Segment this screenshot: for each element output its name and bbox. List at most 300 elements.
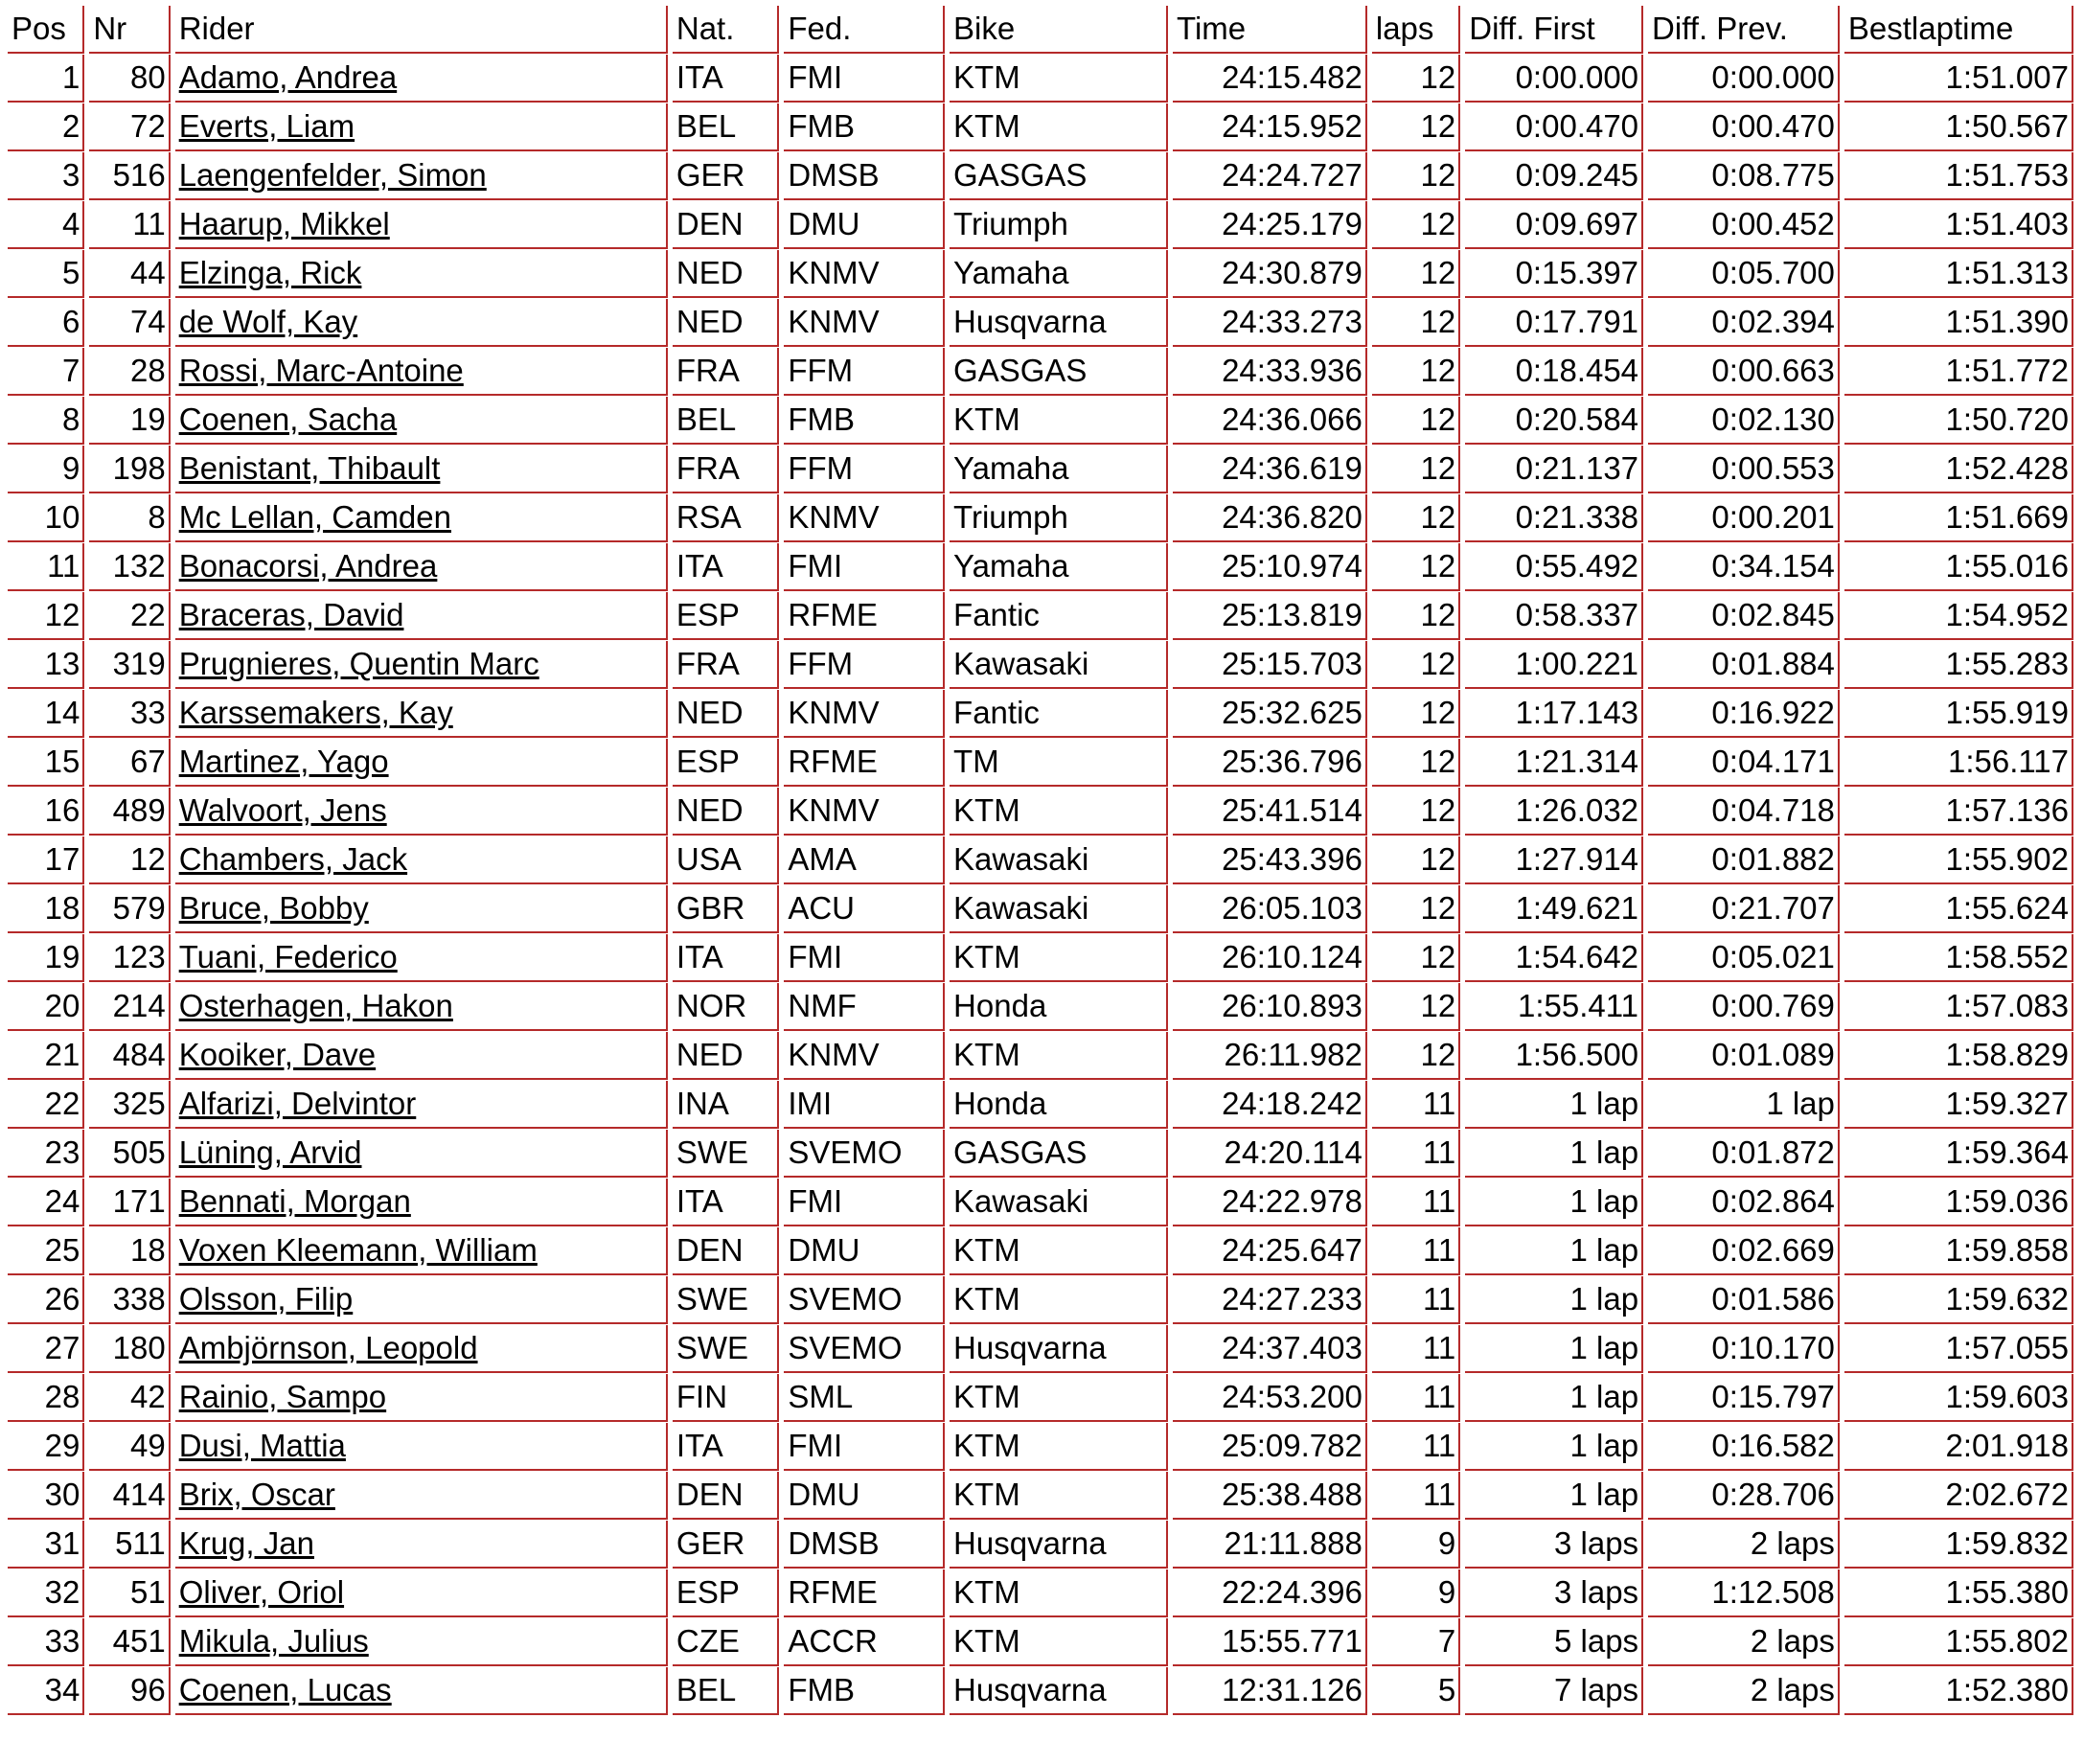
table-row [8, 1081, 2073, 1129]
time-cell: 15:55.771 [1173, 1618, 1367, 1666]
bike-cell: Honda [950, 983, 1168, 1031]
bike-cell: Husqvarna [950, 1521, 1168, 1569]
diff-prev-cell: 0:05.700 [1648, 250, 1840, 298]
bestlaptime-cell: 1:58.552 [1844, 934, 2073, 982]
laps-cell: 5 [1372, 1667, 1460, 1715]
diff-prev-cell: 0:15.797 [1648, 1374, 1840, 1422]
laps-cell: 12 [1372, 1032, 1460, 1080]
pos-cell: 29 [8, 1423, 84, 1471]
pos-cell: 7 [8, 348, 84, 396]
diff-prev-cell: 0:00.000 [1648, 55, 1840, 103]
rider-cell [175, 1179, 668, 1226]
laps-cell: 11 [1372, 1472, 1460, 1520]
nr-cell: 198 [89, 446, 170, 493]
rider-cell [175, 55, 668, 103]
laps-cell: 12 [1372, 299, 1460, 347]
diff-prev-cell: 0:34.154 [1648, 543, 1840, 591]
fed-cell: RFME [784, 739, 945, 787]
diff-prev-cell: 0:00.452 [1648, 201, 1840, 249]
diff-first-cell: 0:18.454 [1465, 348, 1643, 396]
bestlaptime-cell: 1:50.720 [1844, 397, 2073, 445]
fed-cell: DMSB [784, 152, 945, 200]
nat-cell: DEN [673, 201, 779, 249]
diff-first-cell: 7 laps [1465, 1667, 1643, 1715]
time-cell: 24:27.233 [1173, 1276, 1367, 1324]
table-row [8, 641, 2073, 689]
time-cell: 24:15.482 [1173, 55, 1367, 103]
laps-cell: 11 [1372, 1423, 1460, 1471]
pos-cell: 4 [8, 201, 84, 249]
bike-cell: GASGAS [950, 152, 1168, 200]
laps-cell: 12 [1372, 103, 1460, 151]
nr-cell: 8 [89, 494, 170, 542]
nat-cell: FIN [673, 1374, 779, 1422]
fed-cell: FFM [784, 446, 945, 493]
nr-cell: 33 [89, 690, 170, 738]
diff-prev-cell: 0:21.707 [1648, 885, 1840, 933]
pos-cell: 30 [8, 1472, 84, 1520]
bestlaptime-cell: 2:01.918 [1844, 1423, 2073, 1471]
diff-first-cell: 0:17.791 [1465, 299, 1643, 347]
nr-cell: 414 [89, 1472, 170, 1520]
nat-cell: GER [673, 1521, 779, 1569]
pos-cell: 16 [8, 788, 84, 836]
rider-link[interactable]: Osterhagen, Hakon [178, 988, 453, 1023]
rider-cell [175, 299, 668, 347]
bestlaptime-cell: 2:02.672 [1844, 1472, 2073, 1520]
table-row [8, 1472, 2073, 1520]
nr-cell: 44 [89, 250, 170, 298]
table-row [8, 103, 2073, 151]
pos-cell: 33 [8, 1618, 84, 1666]
time-cell: 26:05.103 [1173, 885, 1367, 933]
fed-cell: FMB [784, 397, 945, 445]
header-nat: Nat. [673, 6, 779, 54]
bike-cell: Triumph [950, 201, 1168, 249]
nat-cell: CZE [673, 1618, 779, 1666]
rider-link[interactable]: Rossi, Marc-Antoine [178, 353, 464, 388]
rider-link[interactable]: Ambjörnson, Leopold [178, 1330, 478, 1365]
bike-cell: KTM [950, 788, 1168, 836]
pos-cell: 14 [8, 690, 84, 738]
diff-prev-cell: 0:10.170 [1648, 1325, 1840, 1373]
nat-cell: ESP [673, 592, 779, 640]
rider-cell [175, 103, 668, 151]
rider-link[interactable]: Haarup, Mikkel [178, 206, 390, 241]
bike-cell: KTM [950, 1227, 1168, 1275]
rider-link[interactable]: Coenen, Lucas [178, 1672, 392, 1707]
bestlaptime-cell: 1:51.313 [1844, 250, 2073, 298]
time-cell: 26:10.124 [1173, 934, 1367, 982]
bike-cell: KTM [950, 1374, 1168, 1422]
rider-link[interactable]: Oliver, Oriol [178, 1574, 345, 1610]
diff-prev-cell: 2 laps [1648, 1618, 1840, 1666]
rider-link[interactable]: Elzinga, Rick [178, 255, 362, 290]
rider-link[interactable]: Mikula, Julius [178, 1623, 369, 1659]
table-row [8, 1130, 2073, 1178]
rider-cell [175, 1081, 668, 1129]
laps-cell: 11 [1372, 1325, 1460, 1373]
time-cell: 24:30.879 [1173, 250, 1367, 298]
diff-prev-cell: 0:05.021 [1648, 934, 1840, 982]
laps-cell: 12 [1372, 152, 1460, 200]
fed-cell: DMU [784, 1472, 945, 1520]
diff-first-cell: 1:00.221 [1465, 641, 1643, 689]
table-row [8, 592, 2073, 640]
rider-link[interactable]: Lüning, Arvid [178, 1134, 362, 1170]
rider-cell [175, 1667, 668, 1715]
rider-link[interactable]: Brix, Oscar [178, 1477, 335, 1512]
nat-cell: ITA [673, 1423, 779, 1471]
time-cell: 24:24.727 [1173, 152, 1367, 200]
rider-cell [175, 152, 668, 200]
nat-cell: GER [673, 152, 779, 200]
laps-cell: 12 [1372, 788, 1460, 836]
nat-cell: GBR [673, 885, 779, 933]
rider-cell [175, 739, 668, 787]
bestlaptime-cell: 1:59.327 [1844, 1081, 2073, 1129]
diff-prev-cell: 0:02.864 [1648, 1179, 1840, 1226]
pos-cell: 17 [8, 836, 84, 884]
rider-cell [175, 494, 668, 542]
pos-cell: 32 [8, 1569, 84, 1617]
fed-cell: FMI [784, 543, 945, 591]
diff-first-cell: 0:20.584 [1465, 397, 1643, 445]
diff-first-cell: 1 lap [1465, 1227, 1643, 1275]
rider-link[interactable]: Walvoort, Jens [178, 792, 387, 828]
laps-cell: 11 [1372, 1130, 1460, 1178]
header-laps: laps [1372, 6, 1460, 54]
laps-cell: 12 [1372, 494, 1460, 542]
time-cell: 25:13.819 [1173, 592, 1367, 640]
nr-cell: 11 [89, 201, 170, 249]
diff-prev-cell: 0:02.394 [1648, 299, 1840, 347]
rider-link[interactable]: Coenen, Sacha [178, 401, 398, 437]
bestlaptime-cell: 1:57.136 [1844, 788, 2073, 836]
fed-cell: ACCR [784, 1618, 945, 1666]
bestlaptime-cell: 1:51.753 [1844, 152, 2073, 200]
rider-link[interactable]: Adamo, Andrea [178, 59, 398, 95]
fed-cell: FMI [784, 55, 945, 103]
diff-prev-cell: 0:01.882 [1648, 836, 1840, 884]
bike-cell: Yamaha [950, 543, 1168, 591]
time-cell: 25:15.703 [1173, 641, 1367, 689]
nat-cell: BEL [673, 397, 779, 445]
bestlaptime-cell: 1:59.832 [1844, 1521, 2073, 1569]
rider-link[interactable]: Martinez, Yago [178, 744, 389, 779]
time-cell: 25:10.974 [1173, 543, 1367, 591]
nat-cell: FRA [673, 641, 779, 689]
rider-link[interactable]: Bruce, Bobby [178, 890, 369, 926]
diff-first-cell: 5 laps [1465, 1618, 1643, 1666]
nat-cell: NED [673, 690, 779, 738]
time-cell: 22:24.396 [1173, 1569, 1367, 1617]
rider-cell [175, 1472, 668, 1520]
nat-cell: DEN [673, 1227, 779, 1275]
header-diff-first: Diff. First [1465, 6, 1643, 54]
diff-prev-cell: 0:04.171 [1648, 739, 1840, 787]
time-cell: 25:38.488 [1173, 1472, 1367, 1520]
time-cell: 24:36.820 [1173, 494, 1367, 542]
diff-first-cell: 1:27.914 [1465, 836, 1643, 884]
fed-cell: FMI [784, 1423, 945, 1471]
bestlaptime-cell: 1:59.036 [1844, 1179, 2073, 1226]
rider-link[interactable]: Karssemakers, Kay [178, 695, 453, 730]
table-row [8, 1032, 2073, 1080]
pos-cell: 8 [8, 397, 84, 445]
bestlaptime-cell: 1:51.007 [1844, 55, 2073, 103]
pos-cell: 10 [8, 494, 84, 542]
bike-cell: Kawasaki [950, 1179, 1168, 1226]
header-row [8, 6, 2073, 54]
nat-cell: ESP [673, 1569, 779, 1617]
time-cell: 24:15.952 [1173, 103, 1367, 151]
nat-cell: BEL [673, 1667, 779, 1715]
bike-cell: GASGAS [950, 1130, 1168, 1178]
bestlaptime-cell: 1:56.117 [1844, 739, 2073, 787]
rider-cell [175, 1276, 668, 1324]
fed-cell: FMB [784, 103, 945, 151]
diff-first-cell: 3 laps [1465, 1521, 1643, 1569]
time-cell: 25:36.796 [1173, 739, 1367, 787]
diff-prev-cell: 0:08.775 [1648, 152, 1840, 200]
bike-cell: Honda [950, 1081, 1168, 1129]
bestlaptime-cell: 1:55.380 [1844, 1569, 2073, 1617]
bike-cell: Kawasaki [950, 836, 1168, 884]
rider-cell [175, 1032, 668, 1080]
bestlaptime-cell: 1:52.428 [1844, 446, 2073, 493]
nr-cell: 505 [89, 1130, 170, 1178]
pos-cell: 2 [8, 103, 84, 151]
table-row [8, 1276, 2073, 1324]
laps-cell: 12 [1372, 885, 1460, 933]
diff-first-cell: 0:58.337 [1465, 592, 1643, 640]
bike-cell: Kawasaki [950, 641, 1168, 689]
nr-cell: 325 [89, 1081, 170, 1129]
bestlaptime-cell: 1:57.055 [1844, 1325, 2073, 1373]
rider-link[interactable]: Rainio, Sampo [178, 1379, 387, 1414]
table-row [8, 1667, 2073, 1715]
nat-cell: USA [673, 836, 779, 884]
pos-cell: 1 [8, 55, 84, 103]
nr-cell: 18 [89, 1227, 170, 1275]
diff-first-cell: 1:49.621 [1465, 885, 1643, 933]
laps-cell: 12 [1372, 348, 1460, 396]
rider-link[interactable]: Bennati, Morgan [178, 1183, 411, 1219]
nr-cell: 489 [89, 788, 170, 836]
nr-cell: 579 [89, 885, 170, 933]
diff-first-cell: 1:55.411 [1465, 983, 1643, 1031]
fed-cell: ACU [784, 885, 945, 933]
rider-cell [175, 201, 668, 249]
table-row [8, 690, 2073, 738]
rider-link[interactable]: Kooiker, Dave [178, 1037, 377, 1072]
time-cell: 24:33.936 [1173, 348, 1367, 396]
table-row [8, 1227, 2073, 1275]
nr-cell: 516 [89, 152, 170, 200]
fed-cell: FFM [784, 348, 945, 396]
pos-cell: 25 [8, 1227, 84, 1275]
rider-link[interactable]: Tuani, Federico [178, 939, 398, 974]
rider-cell [175, 934, 668, 982]
pos-cell: 12 [8, 592, 84, 640]
rider-cell [175, 885, 668, 933]
nr-cell: 180 [89, 1325, 170, 1373]
bestlaptime-cell: 1:55.016 [1844, 543, 2073, 591]
laps-cell: 12 [1372, 397, 1460, 445]
rider-link[interactable]: Prugnieres, Quentin Marc [178, 646, 539, 681]
rider-link[interactable]: Alfarizi, Delvintor [178, 1086, 417, 1121]
diff-prev-cell: 0:16.582 [1648, 1423, 1840, 1471]
rider-link[interactable]: Everts, Liam [178, 108, 355, 144]
laps-cell: 12 [1372, 55, 1460, 103]
bestlaptime-cell: 1:51.772 [1844, 348, 2073, 396]
fed-cell: KNMV [784, 788, 945, 836]
time-cell: 24:20.114 [1173, 1130, 1367, 1178]
laps-cell: 12 [1372, 739, 1460, 787]
bike-cell: KTM [950, 103, 1168, 151]
diff-prev-cell: 0:16.922 [1648, 690, 1840, 738]
rider-link[interactable]: Chambers, Jack [178, 841, 408, 877]
diff-prev-cell: 0:28.706 [1648, 1472, 1840, 1520]
diff-first-cell: 0:55.492 [1465, 543, 1643, 591]
time-cell: 25:09.782 [1173, 1423, 1367, 1471]
fed-cell: FFM [784, 641, 945, 689]
diff-first-cell: 0:15.397 [1465, 250, 1643, 298]
table-row [8, 1374, 2073, 1422]
nat-cell: BEL [673, 103, 779, 151]
fed-cell: DMSB [784, 1521, 945, 1569]
nat-cell: NOR [673, 983, 779, 1031]
table-row [8, 1325, 2073, 1373]
pos-cell: 26 [8, 1276, 84, 1324]
bike-cell: Yamaha [950, 446, 1168, 493]
time-cell: 24:25.179 [1173, 201, 1367, 249]
rider-cell [175, 1227, 668, 1275]
time-cell: 24:33.273 [1173, 299, 1367, 347]
laps-cell: 12 [1372, 983, 1460, 1031]
rider-link[interactable]: de Wolf, Kay [178, 304, 358, 339]
bestlaptime-cell: 1:55.624 [1844, 885, 2073, 933]
pos-cell: 22 [8, 1081, 84, 1129]
fed-cell: FMB [784, 1667, 945, 1715]
bestlaptime-cell: 1:59.858 [1844, 1227, 2073, 1275]
nr-cell: 28 [89, 348, 170, 396]
rider-link[interactable]: Voxen Kleemann, William [178, 1232, 538, 1268]
bike-cell: KTM [950, 1423, 1168, 1471]
header-bike: Bike [950, 6, 1168, 54]
diff-first-cell: 0:00.000 [1465, 55, 1643, 103]
header-rider: Rider [175, 6, 668, 54]
fed-cell: SVEMO [784, 1130, 945, 1178]
diff-prev-cell: 0:01.872 [1648, 1130, 1840, 1178]
fed-cell: KNMV [784, 299, 945, 347]
laps-cell: 12 [1372, 543, 1460, 591]
nr-cell: 72 [89, 103, 170, 151]
nat-cell: NED [673, 788, 779, 836]
bike-cell: TM [950, 739, 1168, 787]
rider-link[interactable]: Mc Lellan, Camden [178, 499, 451, 535]
laps-cell: 9 [1372, 1569, 1460, 1617]
bestlaptime-cell: 1:59.364 [1844, 1130, 2073, 1178]
nr-cell: 123 [89, 934, 170, 982]
table-row [8, 836, 2073, 884]
table-row [8, 299, 2073, 347]
nat-cell: SWE [673, 1276, 779, 1324]
diff-first-cell: 1:21.314 [1465, 739, 1643, 787]
diff-prev-cell: 0:00.553 [1648, 446, 1840, 493]
laps-cell: 11 [1372, 1227, 1460, 1275]
fed-cell: NMF [784, 983, 945, 1031]
nat-cell: NED [673, 1032, 779, 1080]
table-row [8, 397, 2073, 445]
laps-cell: 12 [1372, 201, 1460, 249]
nr-cell: 451 [89, 1618, 170, 1666]
bestlaptime-cell: 1:52.380 [1844, 1667, 2073, 1715]
diff-first-cell: 0:21.338 [1465, 494, 1643, 542]
time-cell: 26:11.982 [1173, 1032, 1367, 1080]
rider-cell [175, 836, 668, 884]
pos-cell: 23 [8, 1130, 84, 1178]
fed-cell: FMI [784, 934, 945, 982]
table-row [8, 348, 2073, 396]
rider-link[interactable]: Dusi, Mattia [178, 1428, 346, 1463]
table-row [8, 152, 2073, 200]
rider-cell [175, 690, 668, 738]
bike-cell: KTM [950, 55, 1168, 103]
rider-cell [175, 250, 668, 298]
table-row [8, 1179, 2073, 1226]
rider-link[interactable]: Krug, Jan [178, 1525, 314, 1561]
nr-cell: 49 [89, 1423, 170, 1471]
pos-cell: 6 [8, 299, 84, 347]
diff-first-cell: 1:56.500 [1465, 1032, 1643, 1080]
fed-cell: SVEMO [784, 1276, 945, 1324]
table-row [8, 934, 2073, 982]
laps-cell: 11 [1372, 1374, 1460, 1422]
laps-cell: 7 [1372, 1618, 1460, 1666]
pos-cell: 15 [8, 739, 84, 787]
diff-prev-cell: 0:02.130 [1648, 397, 1840, 445]
pos-cell: 13 [8, 641, 84, 689]
fed-cell: IMI [784, 1081, 945, 1129]
diff-first-cell: 3 laps [1465, 1569, 1643, 1617]
diff-first-cell: 0:09.697 [1465, 201, 1643, 249]
fed-cell: DMU [784, 1227, 945, 1275]
laps-cell: 9 [1372, 1521, 1460, 1569]
bike-cell: KTM [950, 1618, 1168, 1666]
rider-link[interactable]: Braceras, David [178, 597, 404, 632]
bike-cell: Husqvarna [950, 299, 1168, 347]
fed-cell: RFME [784, 1569, 945, 1617]
table-row [8, 788, 2073, 836]
fed-cell: FMI [784, 1179, 945, 1226]
nr-cell: 319 [89, 641, 170, 689]
time-cell: 21:11.888 [1173, 1521, 1367, 1569]
rider-link[interactable]: Bonacorsi, Andrea [178, 548, 438, 584]
rider-link[interactable]: Laengenfelder, Simon [178, 157, 487, 193]
nat-cell: FRA [673, 446, 779, 493]
table-row [8, 446, 2073, 493]
laps-cell: 12 [1372, 934, 1460, 982]
rider-link[interactable]: Olsson, Filip [178, 1281, 354, 1317]
rider-cell [175, 983, 668, 1031]
pos-cell: 19 [8, 934, 84, 982]
rider-link[interactable]: Benistant, Thibault [178, 450, 441, 486]
nr-cell: 67 [89, 739, 170, 787]
bike-cell: KTM [950, 1472, 1168, 1520]
fed-cell: KNMV [784, 1032, 945, 1080]
